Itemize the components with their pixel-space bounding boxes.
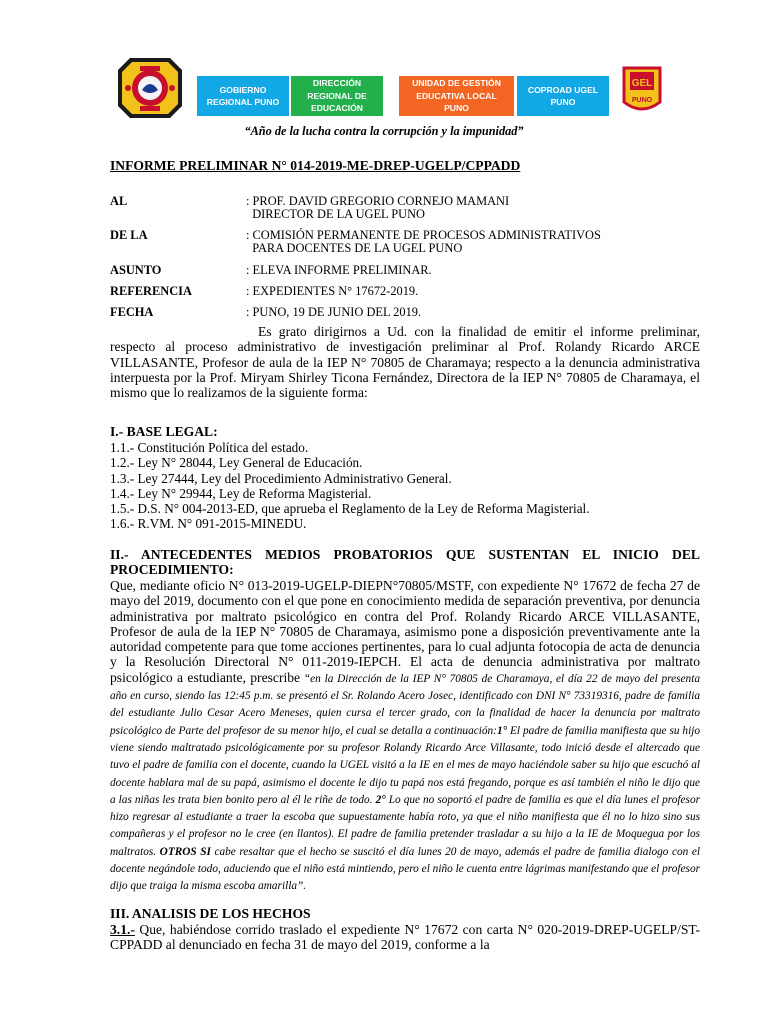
letterhead [108,56,663,120]
banner-coproad: COPROAD UGEL PUNO [517,76,609,116]
quote-item-number: 1° [496,724,511,737]
meta-value: : EXPEDIENTES N° 17672-2019. [246,284,419,298]
section-analisis-heading: III. ANALISIS DE LOS HECHOS [110,906,311,921]
banner-ugel: UNIDAD DE GESTIÓN EDUCATIVA LOCAL PUNO [399,76,514,116]
meta-value: : PROF. DAVID GREGORIO CORNEJO MAMANI [246,194,510,208]
meta-value-line2: PARA DOCENTES DE LA UGEL PUNO [246,241,463,255]
analisis-item-number: 3.1.- [110,922,135,937]
meta-value: : PUNO, 19 DE JUNIO DEL 2019. [246,305,422,319]
list-item: 1.4.- Ley N° 29944, Ley de Reforma Magisterial. [110,485,372,501]
svg-text:GEL: GEL [631,78,653,89]
acta-quote: El padre de familia manifiesta que su hijo viene siendo maltratado psicológicamente por su profesor Rolandy Ricardo Arce Villasante, todo inició desde el altercado que tuvo el padre de familia con el docente, cuando la UGEL visitó a la IE en el mes de mayo haciéndole saber su hijo que escuchó al docente hablara mal de su papá, asimismo el docente le dijo tu papá nos está fregando, porque es así también el niño le dijo que a las niñas les trata bien bonito pero al él le riñe de todo. [110,724,700,806]
acta-quote: “en la Dirección de la IEP N° 70805 de Charamaya, el día 22 de mayo del presenta año en curso, siendo las 12:45 p.m. se presentó el Sr. Rolando Acero Josec, identificado con DNI N° 73319316, padre de familia del estudiante Julio Cesar Acero Meneses, quien cursa el tercer grado, con la finalidad de hacer la denuncia por maltrato psicológico de Parte del profesor de su menor hijo, el cual se detalla a continuación: [110,672,700,737]
list-item: 1.1.- Constitución Política del estado. [110,440,309,455]
antecedentes-text: Que, mediante oficio N° 013-2019-UGELP-DIEPN°70805/MSTF, con expediente N° 17672 de fecha 27 de mayo del 2019, documento con el que pone en conocimiento medida de separación preventiva, por denuncia administrativa por maltrato psicológico en contra del Prof. Rolandy Ricardo ARCE VILLASANTE, Profesor de aula de la IEP N° 70805 de Charamaya, asimismo pone a disposición preventivamente ante la autoridad competente para que tome acciones pertinentes, para lo cual adjunta fotocopia de acta de denuncia y la Resolución Directoral N° 011-2019-IEPCH. El acta de denuncia administrativa por maltrato psicológico a estudiante, prescribe [110,578,700,685]
list-item: 1.5.- D.S. N° 004-2013-ED, que aprueba el Reglamento de la Ley de Reforma Magisterial. [110,501,590,517]
meta-label: DE LA [110,228,148,242]
meta-value: : ELEVA INFORME PRELIMINAR. [246,263,432,277]
meta-label: ASUNTO [110,263,162,277]
meta-label: REFERENCIA [110,284,192,298]
antecedentes-paragraph [110,578,700,895]
meta-label: AL [110,194,128,208]
meta-value-line2: DIRECTOR DE LA UGEL PUNO [246,207,425,221]
intro-paragraph: Es grato dirigirnos a Ud. con la finalidad de emitir el informe preliminar, respecto al proceso administrativo de investigación preliminar al Prof. Rolandy Ricardo ARCE VILLASANTE, Profesor de aula de la IEP N° 70805 de Charamaya; respecto a la denuncia administrativa interpuesta por la Prof. Miryam Shirley Ticona Fernández, Directora de la IEP N° 70805 de Charamaya, el mismo que lo realizamos de la siguiente forma: [110,324,700,401]
base-legal-list [110,440,700,532]
list-item: 1.6.- R.VM. N° 091-2015-MINEDU. [110,516,307,532]
ugel-puno-logo [620,62,664,116]
list-item: 1.2.- Ley N° 28044, Ley General de Educación. [110,455,363,471]
banner-direccion-regional: DIRECCIÓN REGIONAL DE EDUCACIÓN [291,76,383,116]
year-motto: “Año de la lucha contra la corrupción y la impunidad” [244,124,524,138]
quote-item-number: 2° [375,793,389,806]
report-title: INFORME PRELIMINAR N° 014-2019-ME-DREP-UGELP/CPPADD [110,158,521,173]
analisis-paragraph [110,922,700,953]
svg-text:PUNO: PUNO [631,97,653,104]
meta-label: FECHA [110,305,154,319]
analisis-text: Que, habiéndose corrido traslado el expediente N° 17672 con carta N° 020-2019-DREP-UGELP/ST-CPPADD al denunciado en fecha 31 de mayo del 2019, conforme a la [110,922,700,953]
otros-si-label: OTROS SI [159,845,211,858]
list-item: 1.3.- Ley 27444, Ley del Procedimiento Administrativo General. [110,470,452,486]
banner-gobierno-regional: GOBIERNO REGIONAL PUNO [197,76,289,116]
acta-quote: Lo que no soportó el padre de familia es que el día lunes el profesor hizo regresar al estudiante a traer la escoba que supuestamente había roto, ya que el niño manifiesta que él no lo hizo sino sus compañeras y el profesor no le cree (en llantos). El padre de familia pretender trasladar a su hijo a la IE de Moquegua por los maltratos. [110,793,700,858]
acta-quote: cabe resaltar que el hecho se suscitó el día lunes 20 de mayo, además el padre de familia dialogo con el docente negándole todo, aduciendo que el niño está mintiendo, pero el niño le cuenta entre lágrimas manifestando que el profesor dijo que traiga la misma escoba amarilla”. [110,845,700,893]
regional-education-seal-logo [108,56,196,120]
meta-value: : COMISIÓN PERMANENTE DE PROCESOS ADMINISTRATIVOS [246,228,601,242]
section-base-legal-heading: I.- BASE LEGAL: [110,424,218,439]
section-antecedentes-heading: II.- ANTECEDENTES MEDIOS PROBATORIOS QUE SUSTENTAN EL INICIO DEL PROCEDIMIENTO: [110,547,700,577]
